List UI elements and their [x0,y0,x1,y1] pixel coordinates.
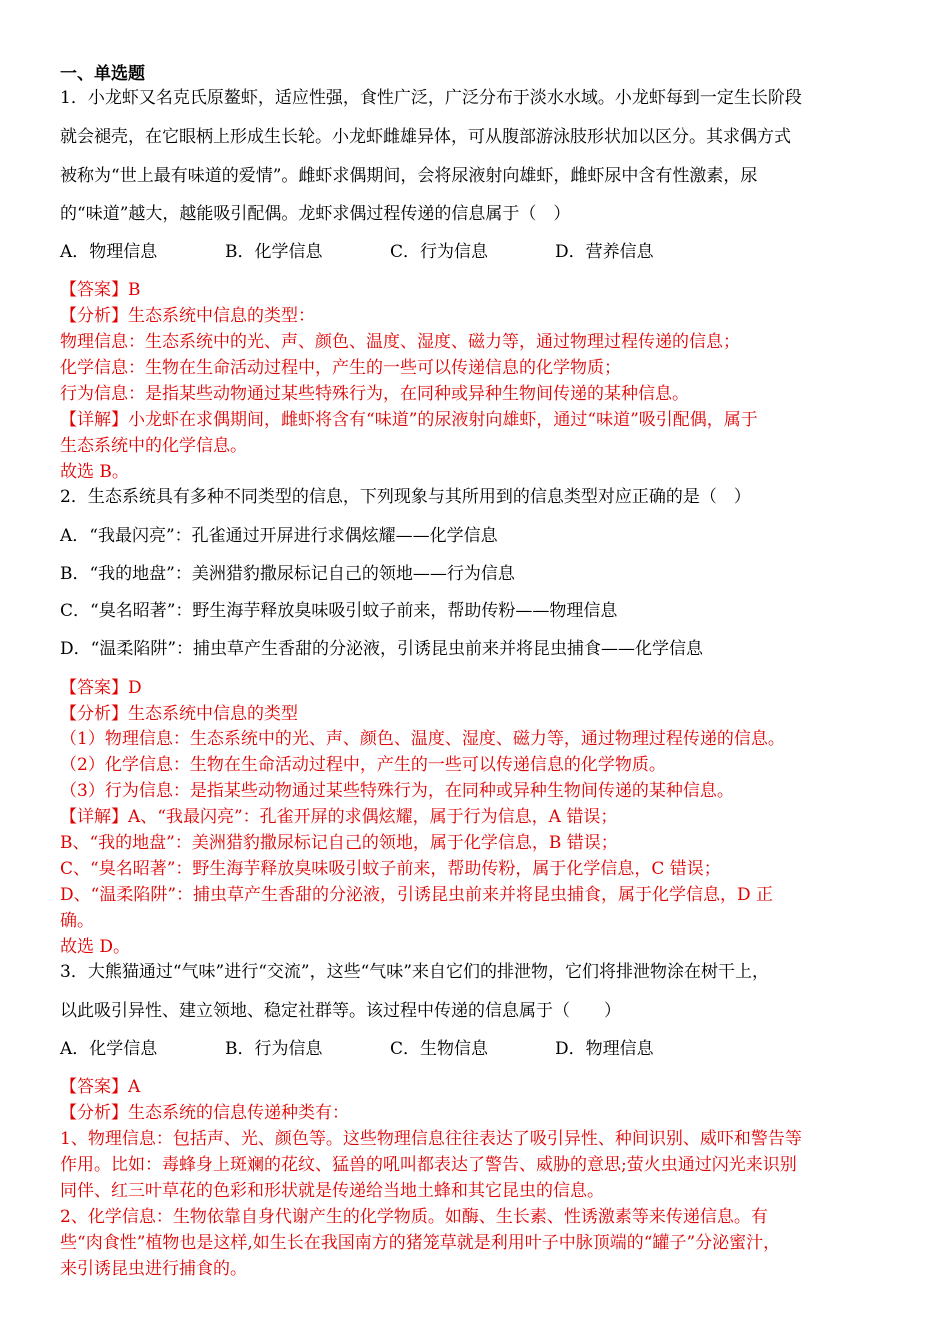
q3-option-b: B．行为信息 [225,1039,323,1059]
q2-option-d: D．“温柔陷阱”：捕虫草产生香甜的分泌液，引诱昆虫前来并将昆虫捕食——化学信息 [60,639,704,659]
q1-analysis-line: 物理信息：生态系统中的光、声、颜色、温度、湿度、磁力等，通过物理过程传递的信息； [60,332,740,352]
q3-option-c: C．生物信息 [390,1039,489,1059]
q1-answer: 【答案】B [60,280,141,300]
q2-analysis-line: （2）化学信息：生物在生命活动过程中，产生的一些可以传递信息的化学物质。 [60,755,666,775]
q2-analysis-line: 【分析】生态系统中信息的类型 [60,704,298,724]
q2-option-a: A．“我最闪亮”：孔雀通过开屏进行求偶炫耀——化学信息 [60,526,498,546]
q2-analysis-line: （3）行为信息：是指某些动物通过某些特殊行为，在同种或异种生物间传递的某种信息。 [60,781,734,801]
q1-analysis-line: 化学信息：生物在生命活动过程中，产生的一些可以传递信息的化学物质； [60,358,621,378]
q1-stem-line-1: 1．小龙虾又名克氏原鳌虾，适应性强，食性广泛，广泛分布于淡水水域。小龙虾每到一定生长阶段 [60,88,802,108]
q2-analysis-line: B、“我的地盘”：美洲猎豹撒尿标记自己的领地，属于化学信息，B 错误； [60,833,618,853]
q2-stem: 2．生态系统具有多种不同类型的信息，下列现象与其所用到的信息类型对应正确的是（ ） [60,487,751,507]
q2-analysis-line: D、“温柔陷阱”：捕虫草产生香甜的分泌液，引诱昆虫前来并将昆虫捕食，属于化学信息，D 正 [60,885,774,905]
q3-answer: 【答案】A [60,1077,141,1097]
q2-analysis-line: 【详解】A、“我最闪亮”：孔雀开屏的求偶炫耀，属于行为信息，A 错误； [60,807,618,827]
q1-analysis-line: 行为信息：是指某些动物通过某些特殊行为，在同种或异种生物间传递的某种信息。 [60,384,689,404]
q1-stem-line-2: 就会褪壳，在它眼柄上形成生长轮。小龙虾雌雄异体，可从腹部游泳肢形状加以区分。其求偶方式 [60,127,791,147]
q2-analysis-line: 确。 [60,911,94,931]
q1-stem-line-4: 的“味道”越大，越能吸引配偶。龙虾求偶过程传递的信息属于（ ） [60,204,571,224]
q2-option-c: C．“臭名昭著”：野生海芋释放臭味吸引蚊子前来，帮助传粉——物理信息 [60,601,618,621]
q3-stem-line-1: 3．大熊猫通过“气味”进行“交流”，这些“气味”来自它们的排泄物，它们将排泄物涂在树干上， [60,962,769,982]
q3-options [60,1037,900,1061]
q3-stem-line-2: 以此吸引异性、建立领地、稳定社群等。该过程中传递的信息属于（ ） [60,1001,621,1021]
q1-option-a: A．物理信息 [60,242,158,262]
q1-stem-line-3: 被称为“世上最有味道的爱情”。雌虾求偶期间，会将尿液射向雄虾，雌虾尿中含有性激素，尿 [60,166,758,186]
q3-analysis-line: 1、物理信息：包括声、光、颜色等。这些物理信息往往表达了吸引异性、种间识别、威吓和警告等 [60,1129,802,1149]
q2-analysis-line: （1）物理信息：生态系统中的光、声、颜色、温度、湿度、磁力等，通过物理过程传递的信息。 [60,729,785,749]
q1-option-d: D．营养信息 [555,242,654,262]
q1-option-b: B．化学信息 [225,242,323,262]
q1-analysis-line: 【详解】小龙虾在求偶期间，雌虾将含有“味道”的尿液射向雄虾，通过“味道”吸引配偶，属于 [60,410,758,430]
q2-analysis-line: 故选 D。 [60,937,131,957]
q3-analysis-line: 些“肉食性”植物也是这样,如生长在我国南方的猪笼草就是利用叶子中脉顶端的“罐子”分泌蜜汁， [60,1233,781,1253]
q1-analysis-line: 故选 B。 [60,462,129,482]
q3-analysis-line: 同伴、红三叶草花的色彩和形状就是传递给当地土蜂和其它昆虫的信息。 [60,1181,604,1201]
section-title: 一、单选题 [60,64,145,84]
q3-analysis-line: 2、化学信息：生物依靠自身代谢产生的化学物质。如酶、生长素、性诱激素等来传递信息。有 [60,1207,768,1227]
q3-analysis-line: 来引诱昆虫进行捕食的。 [60,1259,247,1279]
q3-option-a: A．化学信息 [60,1039,158,1059]
q2-answer: 【答案】D [60,678,142,698]
q3-analysis-line: 作用。比如：毒蜂身上斑斓的花纹、猛兽的吼叫都表达了警告、威胁的意思;萤火虫通过闪光来识别 [60,1155,797,1175]
q1-analysis-line: 【分析】生态系统中信息的类型： [60,306,315,326]
q3-option-d: D．物理信息 [555,1039,654,1059]
q1-options [60,240,900,264]
q1-option-c: C．行为信息 [390,242,489,262]
q1-analysis-line: 生态系统中的化学信息。 [60,436,247,456]
q3-analysis-line: 【分析】生态系统的信息传递种类有： [60,1103,349,1123]
q2-analysis-line: C、“臭名昭著”：野生海芋释放臭味吸引蚊子前来，帮助传粉，属于化学信息，C 错误； [60,859,721,879]
q2-option-b: B．“我的地盘”：美洲猎豹撒尿标记自己的领地——行为信息 [60,564,515,584]
